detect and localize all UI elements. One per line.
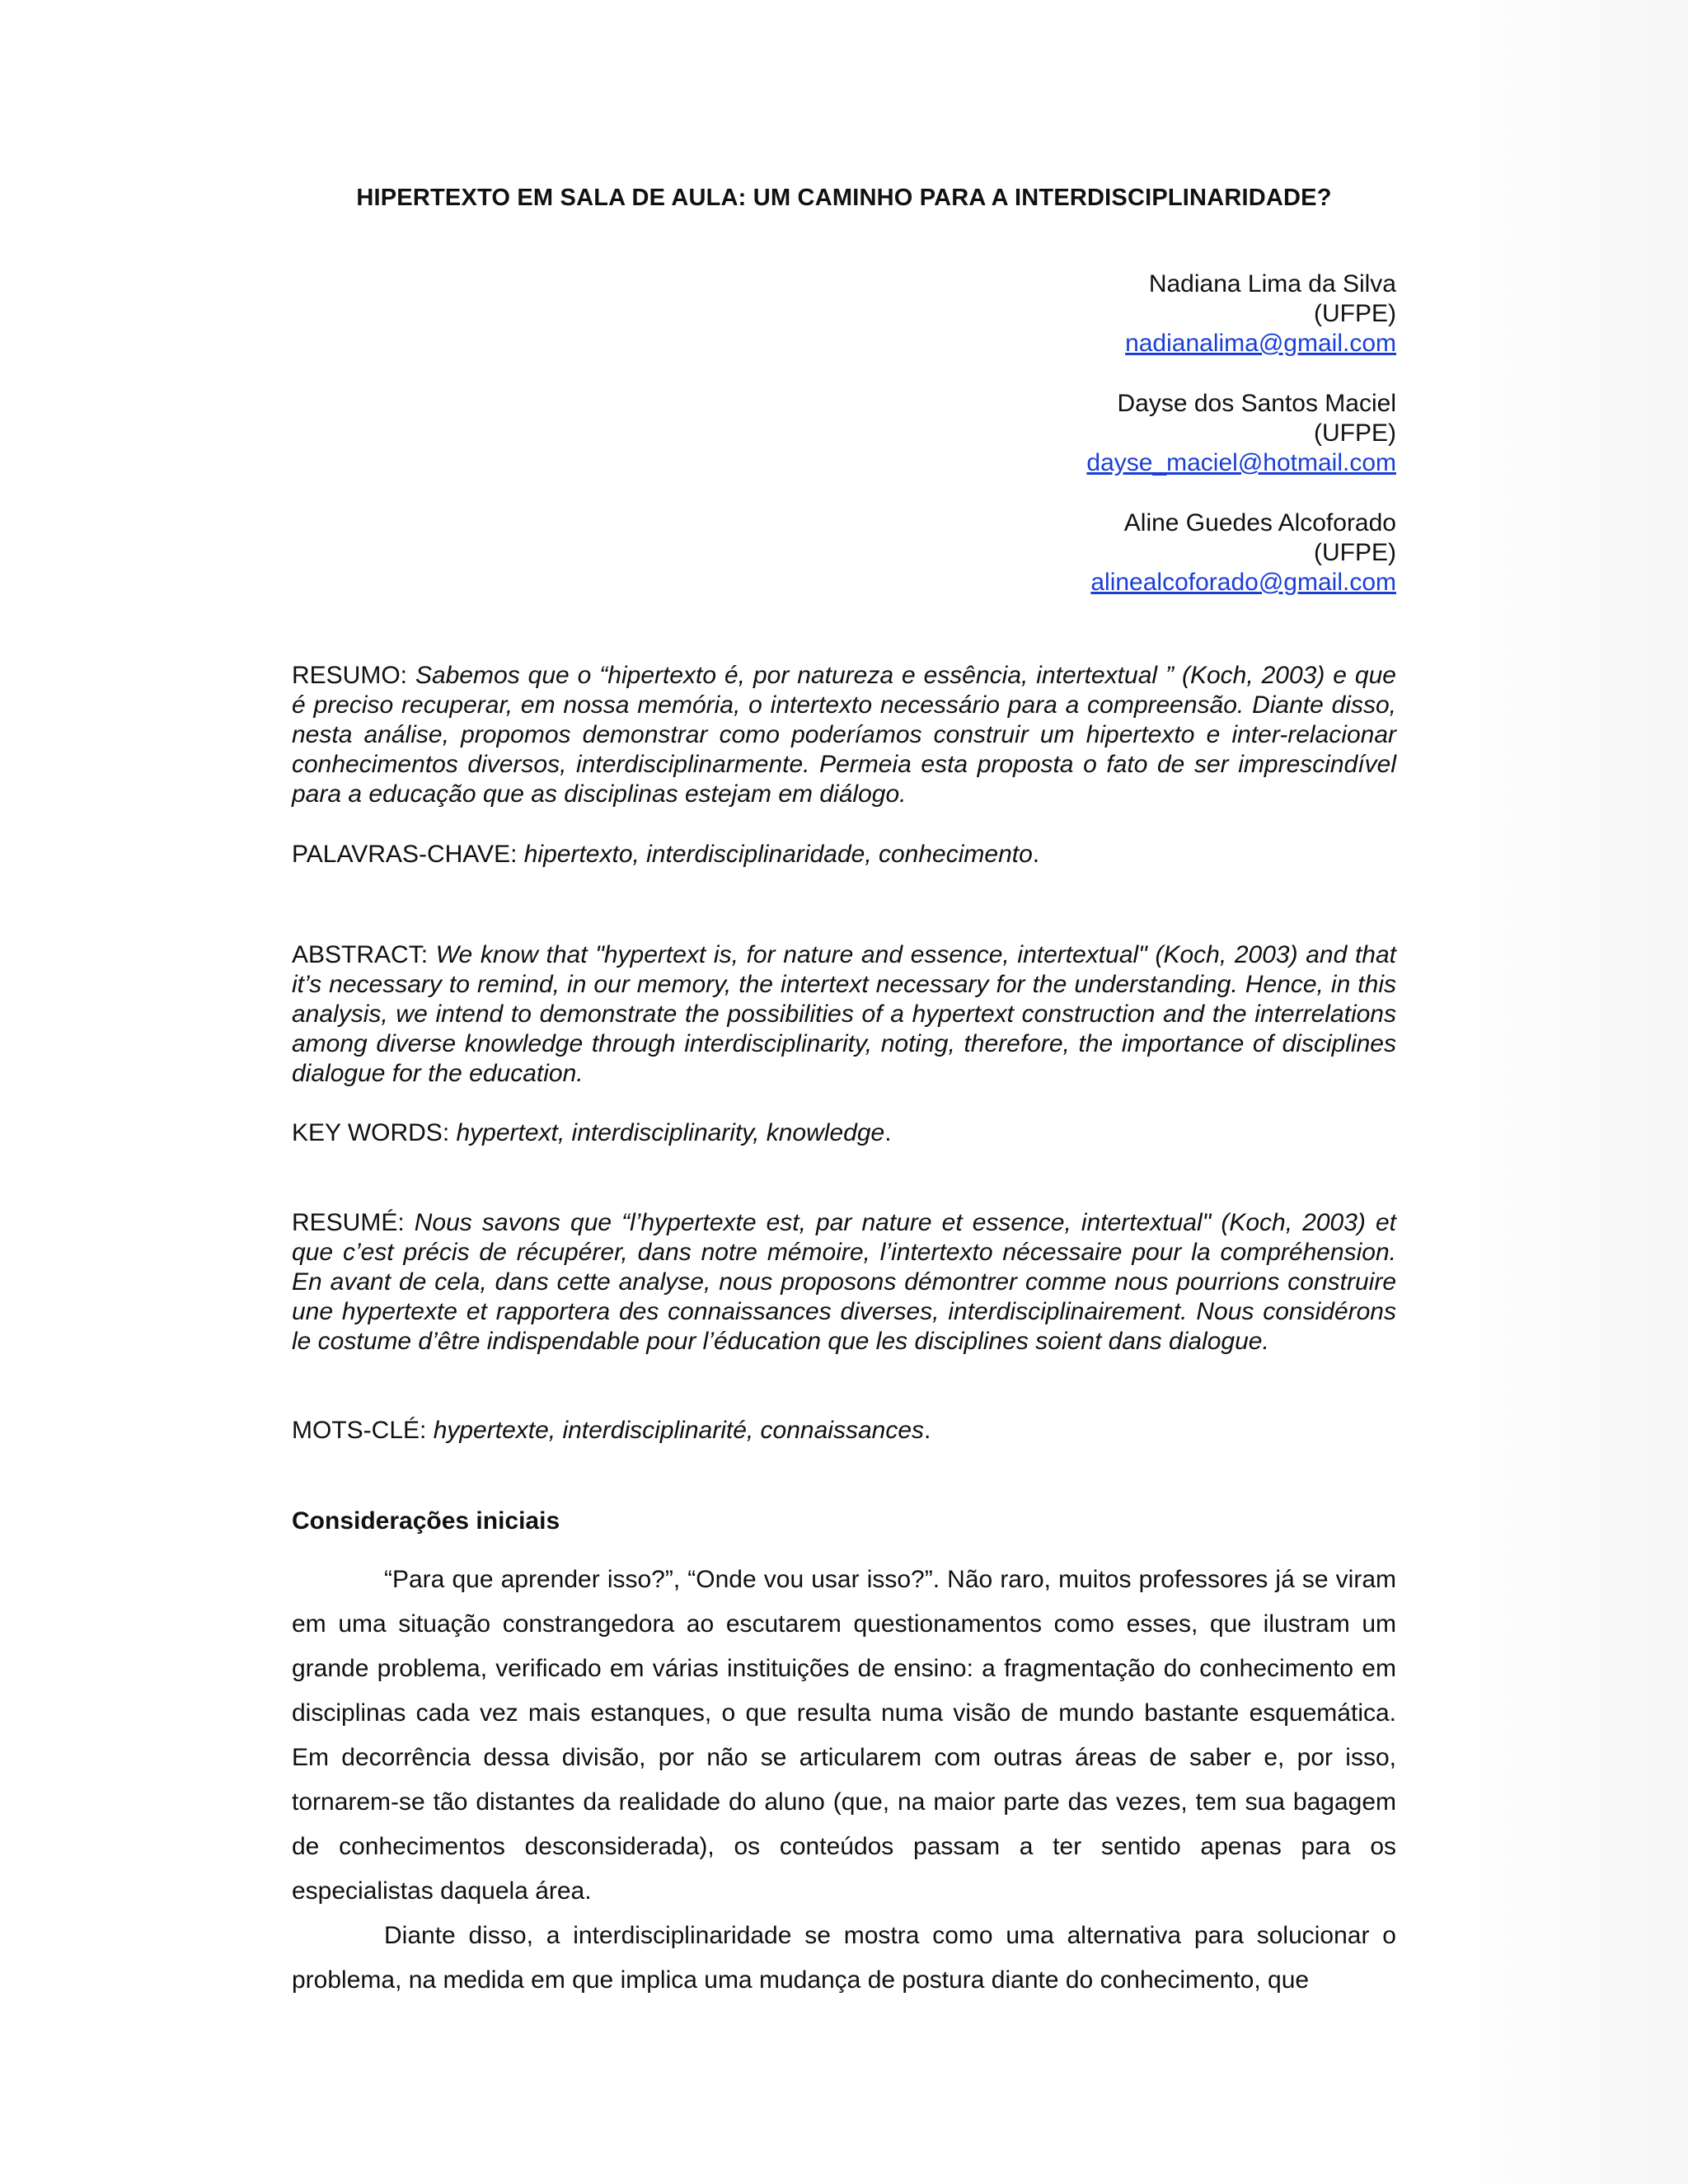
author-affiliation: (UFPE) (1314, 300, 1396, 327)
key-words (292, 1118, 1396, 1148)
author-email-link[interactable]: dayse_maciel@hotmail.com (1086, 449, 1396, 476)
abstract-label: ABSTRACT: (292, 941, 436, 968)
abstract-block (292, 940, 1396, 1089)
palavras-chave-end: . (1032, 841, 1040, 868)
mots-cle-end: . (924, 1417, 931, 1444)
body-paragraph: “Para que aprender isso?”, “Onde vou usar isso?”. Não raro, muitos professores já se viram em uma situação constrangedora ao escutarem questionamentos como esses, que ilustram um grande problema, verificado em várias instituições de ensino: a fragmentação do conhecimento em disciplinas cada vez mais estanques, o que resulta numa visão de mundo bastante esquemática. Em decorrência dessa divisão, por não se articularem com outras áreas de saber e, por isso, tornarem-se tão distantes da realidade do aluno (que, na maior parte das vezes, tem sua bagagem de conhecimentos desconsiderada), os conteúdos passam a ter sentido apenas para os especialistas daquela área. (292, 1566, 1396, 1905)
resume-fr-text: Nous savons que “l’hypertexte est, par nature et essence, intertextual" (Koch, 2003) et que c’est précis de récupérer, dans notre mémoire, l’intertexto nécessaire pour la compréhension. En avant de cela, dans cette analyse, nous proposons démontrer comme nous pourrions construire une hypertexte et rapportera des connaissances diverses, interdisciplinairement. Nous considérons le costume d’être indispendable pour l’éducation que les disciplines soient dans dialogue. (292, 1209, 1396, 1355)
resumo-block (292, 661, 1396, 809)
mots-cle-label: MOTS-CLÉ: (292, 1417, 434, 1444)
resume-fr-label: RESUMÉ: (292, 1209, 415, 1236)
section-heading: Considerações iniciais (292, 1507, 560, 1535)
author-list (292, 269, 1396, 628)
author-name: Nadiana Lima da Silva (1148, 270, 1396, 298)
mots-cle (292, 1416, 1396, 1446)
abstract-text: We know that "hypertext is, for nature and essence, intertextual" (Koch, 2003) and that it’s necessary to remind, in our memory, the intertext necessary for the understanding. Hence, in this analysis, we intend to demonstrate the possibilities of a hypertext construction and the interrelations among diverse knowledge through interdisciplinarity, noting, therefore, the importance of disciplines dialogue for the education. (292, 941, 1396, 1087)
author-block (292, 509, 1396, 598)
body-paragraph: Diante disso, a interdisciplinaridade se mostra como uma alternativa para solucionar o problema, na medida em que implica uma mudança de postura diante do conhecimento, que (292, 1922, 1396, 1994)
author-name: Aline Guedes Alcoforado (1123, 509, 1396, 537)
author-email-link[interactable]: alinealcoforado@gmail.com (1090, 569, 1396, 596)
key-words-label: KEY WORDS: (292, 1119, 457, 1146)
key-words-text: hypertext, interdisciplinarity, knowledge (456, 1119, 885, 1146)
key-words-end: . (884, 1119, 892, 1146)
palavras-chave-text: hipertexto, interdisciplinaridade, conhecimento (523, 841, 1033, 868)
author-name: Dayse dos Santos Maciel (1117, 390, 1396, 417)
author-email-link[interactable]: nadianalima@gmail.com (1125, 330, 1396, 357)
author-block (292, 389, 1396, 478)
resume-fr-block (292, 1208, 1396, 1357)
palavras-chave (292, 840, 1396, 869)
paper-title: HIPERTEXTO EM SALA DE AULA: UM CAMINHO PARA A INTERDISCIPLINARIDADE? (356, 185, 1332, 211)
resumo-text: Sabemos que o “hipertexto é, por natureza e essência, intertextual ” (Koch, 2003) e que é preciso recuperar, em nossa memória, o intertexto necessário para a compreensão. Diante disso, nesta análise, propomos demonstrar como poderíamos construir um hipertexto e inter-relacionar conhecimentos diversos, interdisciplinarmente. Permeia esta proposta o fato de ser imprescindível para a educação que as disciplinas estejam em diálogo. (292, 662, 1396, 808)
author-affiliation: (UFPE) (1314, 419, 1396, 447)
author-block (292, 269, 1396, 359)
page-edge-shade (1441, 0, 1688, 2184)
author-affiliation: (UFPE) (1314, 539, 1396, 566)
palavras-chave-label: PALAVRAS-CHAVE: (292, 841, 524, 868)
mots-cle-text: hypertexte, interdisciplinarité, connaissances (433, 1417, 924, 1444)
resumo-label: RESUMO: (292, 662, 415, 689)
